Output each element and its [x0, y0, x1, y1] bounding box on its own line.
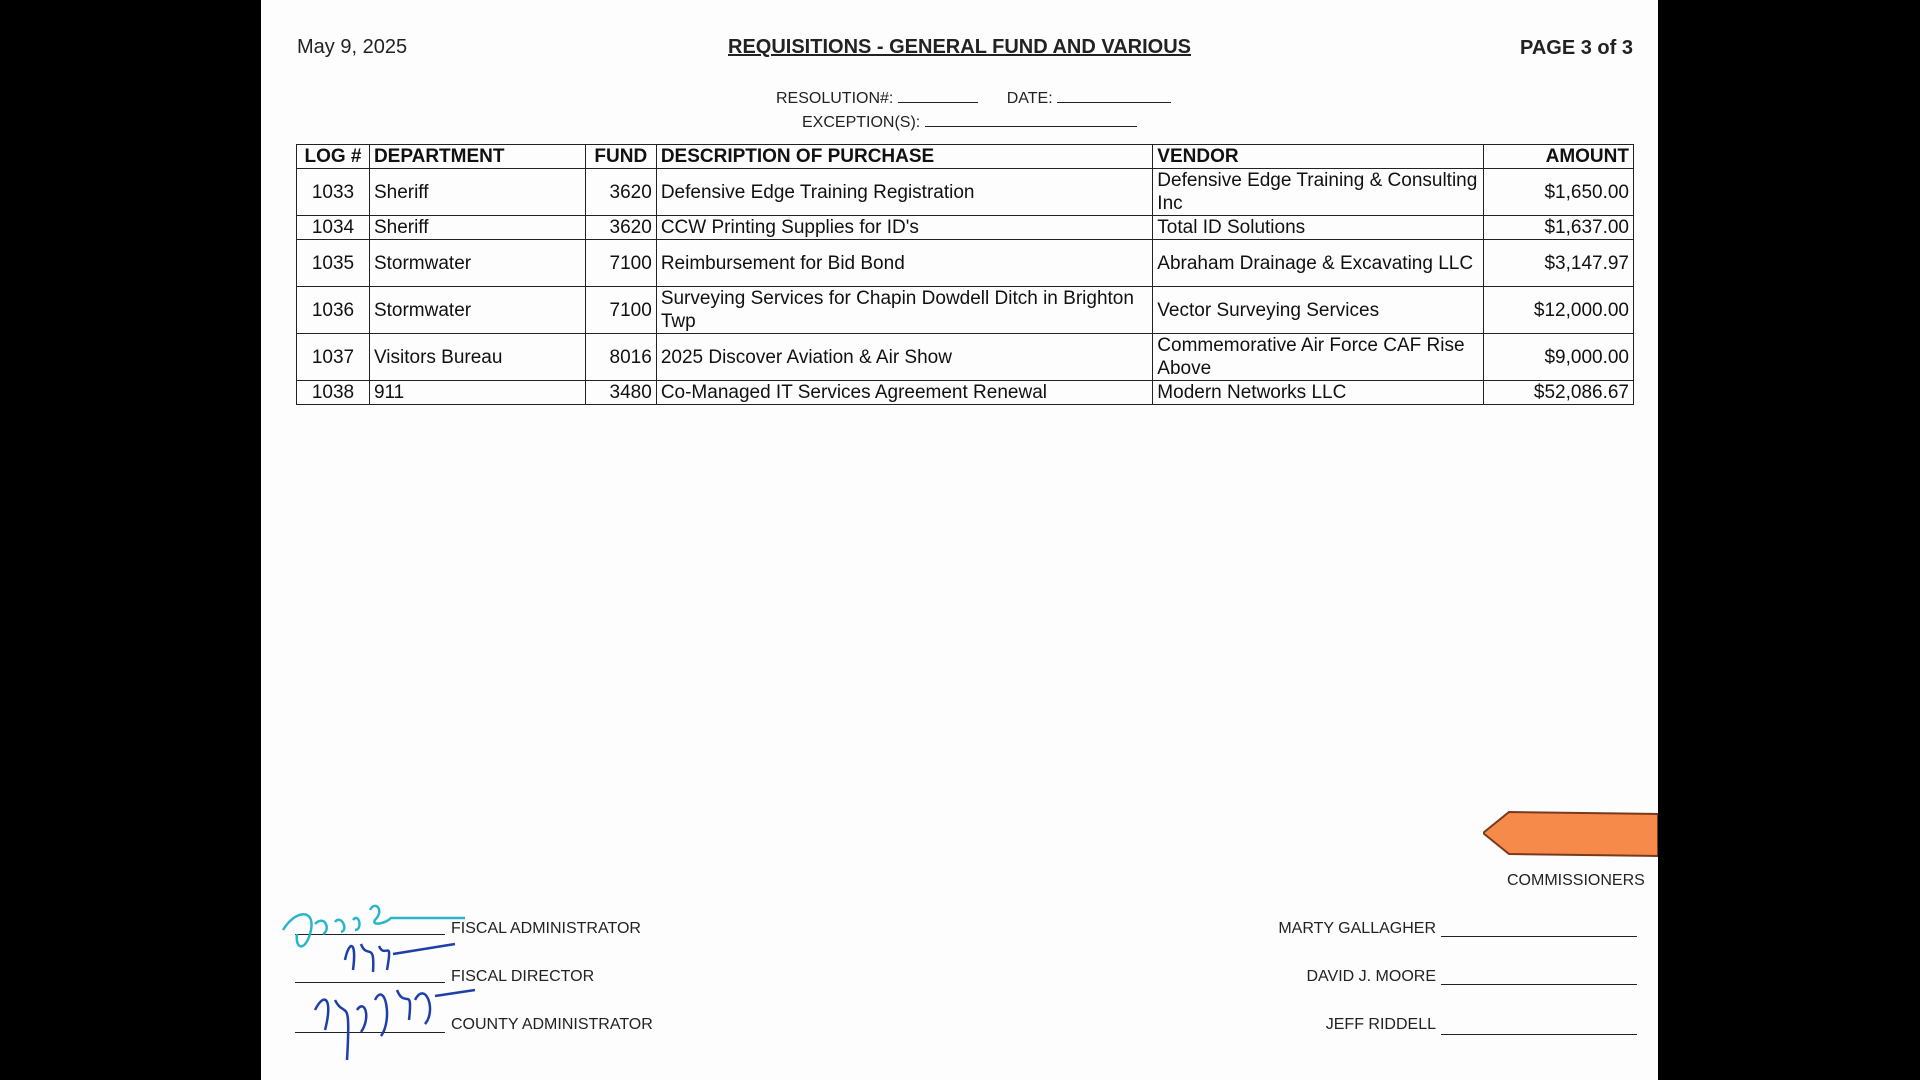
table-row [297, 169, 1634, 216]
requisitions-table [296, 144, 1634, 405]
document-page [261, 0, 1658, 1080]
cell-department: Visitors Bureau [369, 334, 585, 381]
commissioner-signature-line [1441, 936, 1637, 937]
fiscal-director-label: FISCAL DIRECTOR [451, 968, 595, 985]
table-row [297, 216, 1634, 240]
commissioners-label: COMMISSIONERS [1507, 872, 1645, 889]
cell-description: 2025 Discover Aviation & Air Show [656, 334, 1152, 381]
cell-fund: 8016 [585, 334, 656, 381]
cell-amount: $9,000.00 [1484, 334, 1634, 381]
commissioner-name: DAVID J. MOORE [1306, 968, 1436, 985]
cell-description: Defensive Edge Training Registration [656, 169, 1152, 216]
header-department: DEPARTMENT [369, 145, 585, 169]
date-blank [1057, 88, 1171, 103]
sign-here-flag-icon [1483, 798, 1658, 868]
county-administrator-label: COUNTY ADMINISTRATOR [451, 1016, 653, 1033]
fiscal-administrator-label: FISCAL ADMINISTRATOR [451, 920, 641, 937]
cell-vendor: Defensive Edge Training & Consulting Inc [1153, 169, 1484, 216]
sign-here-flag-shape [1483, 812, 1658, 856]
cell-amount: $52,086.67 [1484, 381, 1634, 405]
cell-fund: 3620 [585, 216, 656, 240]
header-amount: AMOUNT [1484, 145, 1634, 169]
table-row [297, 240, 1634, 287]
cell-fund: 3480 [585, 381, 656, 405]
commissioner-signature-line [1441, 1034, 1637, 1035]
cell-log: 1033 [297, 169, 370, 216]
handwritten-signatures-icon [275, 900, 485, 1070]
header-log: LOG # [297, 145, 370, 169]
cell-description: CCW Printing Supplies for ID's [656, 216, 1152, 240]
cell-log: 1038 [297, 381, 370, 405]
cell-department: Stormwater [369, 287, 585, 334]
cell-fund: 3620 [585, 169, 656, 216]
cell-description: Surveying Services for Chapin Dowdell Ditch in Brighton Twp [656, 287, 1152, 334]
page-number: PAGE 3 of 3 [1520, 37, 1633, 59]
cell-amount: $12,000.00 [1484, 287, 1634, 334]
date-label: DATE: [1006, 90, 1053, 107]
header-fund: FUND [585, 145, 656, 169]
cell-log: 1034 [297, 216, 370, 240]
header-vendor: VENDOR [1153, 145, 1484, 169]
table-header-row [297, 145, 1634, 169]
commissioner-name: JEFF RIDDELL [1325, 1016, 1436, 1033]
cell-description: Co-Managed IT Services Agreement Renewal [656, 381, 1152, 405]
cell-amount: $1,637.00 [1484, 216, 1634, 240]
cell-description: Reimbursement for Bid Bond [656, 240, 1152, 287]
cell-vendor: Total ID Solutions [1153, 216, 1484, 240]
cell-fund: 7100 [585, 240, 656, 287]
exceptions-blank [925, 112, 1137, 127]
cell-department: Stormwater [369, 240, 585, 287]
cell-department: Sheriff [369, 216, 585, 240]
table-row [297, 334, 1634, 381]
resolution-line [776, 88, 1171, 108]
cell-amount: $3,147.97 [1484, 240, 1634, 287]
cell-vendor: Abraham Drainage & Excavating LLC [1153, 240, 1484, 287]
resolution-blank [898, 88, 978, 103]
table-row [297, 287, 1634, 334]
cell-department: Sheriff [369, 169, 585, 216]
commissioner-signature-line [1441, 984, 1637, 985]
cell-log: 1035 [297, 240, 370, 287]
cell-log: 1037 [297, 334, 370, 381]
commissioner-name: MARTY GALLAGHER [1278, 920, 1436, 937]
table-row [297, 381, 1634, 405]
document-date: May 9, 2025 [297, 36, 408, 58]
cell-vendor: Commemorative Air Force CAF Rise Above [1153, 334, 1484, 381]
exceptions-line [802, 112, 1137, 132]
cell-log: 1036 [297, 287, 370, 334]
cell-fund: 7100 [585, 287, 656, 334]
exceptions-label: EXCEPTION(S): [802, 114, 921, 131]
cell-vendor: Modern Networks LLC [1153, 381, 1484, 405]
document-title: REQUISITIONS - GENERAL FUND AND VARIOUS [728, 36, 1191, 58]
cell-amount: $1,650.00 [1484, 169, 1634, 216]
cell-department: 911 [369, 381, 585, 405]
cell-vendor: Vector Surveying Services [1153, 287, 1484, 334]
header-description: DESCRIPTION OF PURCHASE [656, 145, 1152, 169]
resolution-label: RESOLUTION#: [776, 90, 894, 107]
